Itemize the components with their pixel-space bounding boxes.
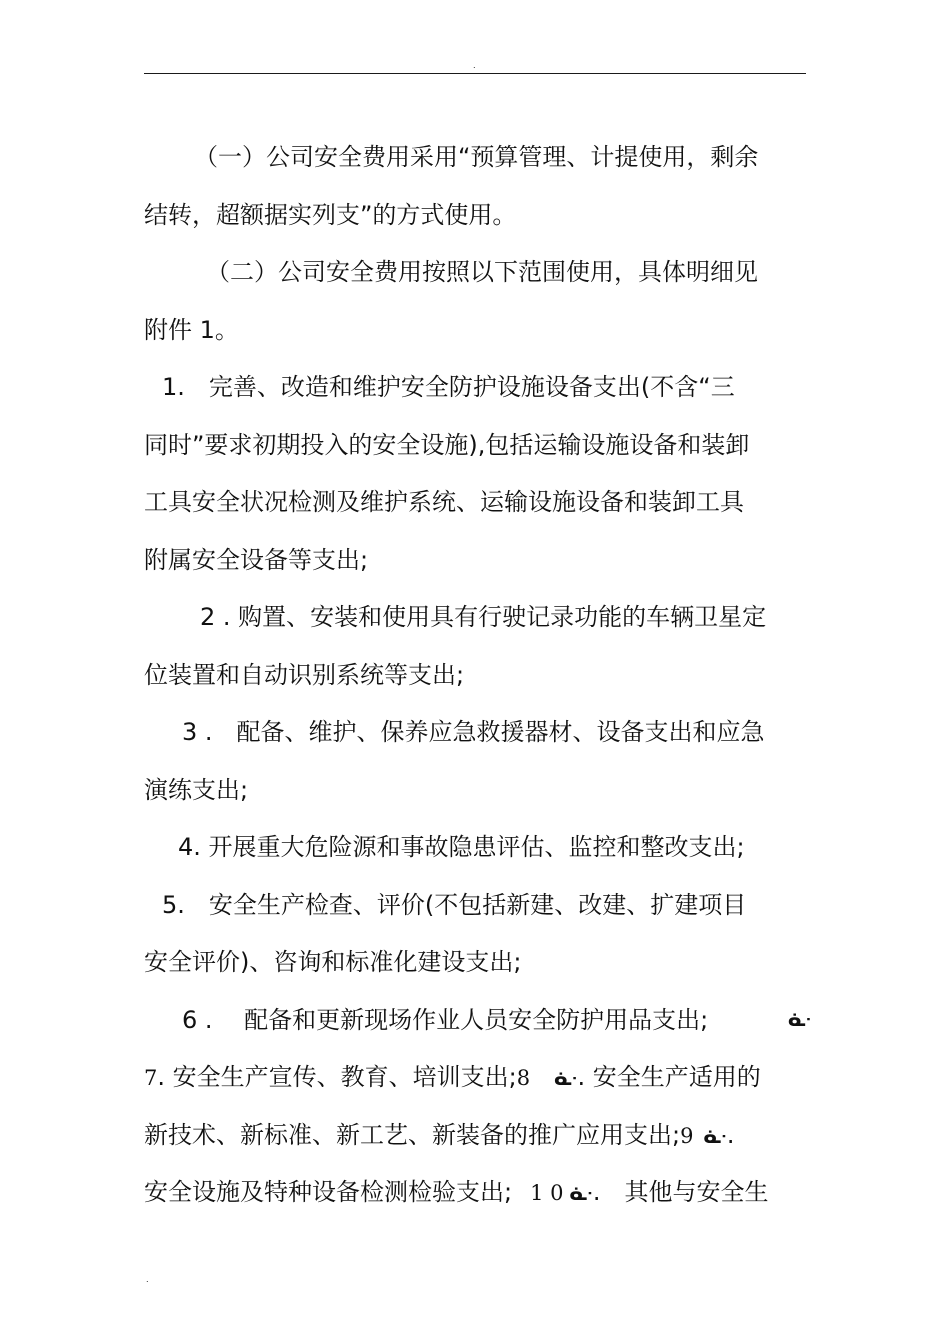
items-9-10-line [144,1164,806,1222]
item-4-line-1: 4. 开展重大危险源和事故隐患评估、监控和整改支出; [178,833,745,861]
paragraph-2-line-2: 附件 1。 [144,315,239,344]
item-6-line-1 [144,992,812,1050]
item-9-dot: . [726,1120,735,1149]
ocr-artifact-glyph: ᓎ [788,1008,812,1031]
item-9-text: 安全设施及特种设备检测检验支出; [144,1178,513,1206]
item-8-continuation-line [144,1107,806,1165]
ocr-artifact-glyph: ᓎ [554,1068,578,1090]
item-1-line-2: 同时”要求初期投入的安全设施),包括运输设施设备和装卸 [144,430,750,459]
paragraph-2-line-1: （二）公司安全费用按照以下范围使用，具体明细见 [206,258,758,286]
document-body [144,129,812,1222]
item-8-text-continued: 新技术、新标准、新工艺、新装备的推广应用支出; [144,1120,681,1149]
paragraph-1-line-2: 结转，超额据实列支”的方式使用。 [144,200,517,229]
header-dot: . [473,61,476,70]
item-10-number: 1 0 [530,1181,564,1205]
item-1-line-3: 工具安全状况检测及维护系统、运输设施设备和装卸工具 [144,488,744,516]
item-7-text: . 安全生产宣传、教育、培训支出; [157,1063,517,1091]
item-3-line-2: 演练支出; [144,775,249,804]
item-8-number: 8 [516,1066,531,1090]
item-9-number: 9 [680,1123,694,1148]
footer-dot: . [146,1275,149,1284]
item-5-line-2: 安全评价)、咨询和标准化建设支出; [144,948,522,976]
items-7-8-line [144,1049,806,1107]
item-5-line-1: 5. 安全生产检查、评价(不包括新建、改建、扩建项目 [162,890,747,919]
item-7-number: 7 [144,1066,158,1090]
item-10-text: . 其他与安全生 [592,1178,769,1206]
item-2-line-2: 位装置和自动识别系统等支出; [144,660,465,689]
item-8-text: . 安全生产适用的 [577,1063,761,1091]
paragraph-1-line-1: （一）公司安全费用采用“预算管理、计提使用，剩余 [194,143,759,171]
item-1-line-4: 附属安全设备等支出; [144,545,369,574]
ocr-artifact-glyph: ᓎ [703,1125,727,1148]
item-6-text: 6 . 配备和更新现场作业人员安全防护用品支出; [182,1005,709,1034]
ocr-artifact-glyph: ᓎ [569,1183,593,1205]
item-2-line-1: 2 . 购置、安装和使用具有行驶记录功能的车辆卫星定 [200,603,767,631]
item-1-line-1: 1. 完善、改造和维护安全防护设施设备支出(不含“三 [162,373,735,401]
header-rule [144,73,806,74]
item-3-line-1: 3 . 配备、维护、保养应急救援器材、设备支出和应急 [182,718,765,746]
